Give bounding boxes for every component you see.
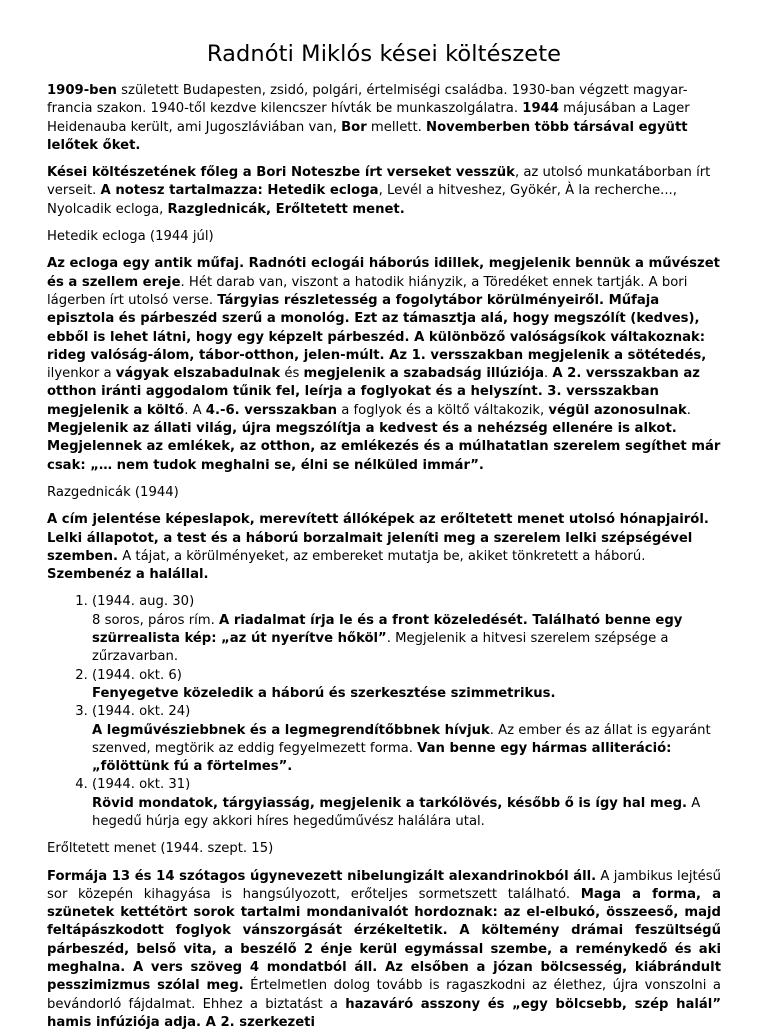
list-item-date: (1944. okt. 24) xyxy=(92,704,191,720)
text-run: . xyxy=(543,366,553,382)
bold-text-run: 1909-ben xyxy=(47,83,117,98)
bold-text-run: A riadalmat írja le és a front közeledését. Található benne egy szürrealista kép: „az út nyerítve hőköl” xyxy=(92,612,683,647)
section-heading-eroltetett-menet: Erőltetett menet (1944. szept. 15) xyxy=(47,841,274,857)
text-run: 8 soros, páros rím. xyxy=(92,612,220,628)
text-run: Értelmetlen dolog tovább is ragaszkodni az élethez, újra vonszolni a bevándorló fájdalmat. Ehhez a biztatást a xyxy=(47,978,721,1012)
list-item xyxy=(92,776,721,831)
list-item-text xyxy=(92,723,711,775)
bold-text-run: Van benne egy hármas alliteráció: „fölöttünk fú a förtelmes”. xyxy=(92,740,672,775)
list-item xyxy=(92,593,721,666)
text-run: mellett. xyxy=(366,119,427,135)
list-item-text xyxy=(92,613,682,665)
list-item-text xyxy=(92,686,556,701)
text-run: . A xyxy=(184,402,206,418)
bold-text-run: A 2. versszakban az otthon iránti aggodalom tűnik fel, leírja a foglyokat és a helyszínt. 3. versszakban megjelenik a költő xyxy=(47,366,700,418)
razglednicak-paragraph xyxy=(47,511,721,584)
list-item xyxy=(92,667,721,704)
late-poetry-paragraph xyxy=(47,164,721,219)
section-heading-ecloga: Hetedik ecloga (1944 júl) xyxy=(47,229,214,245)
bold-text-run: Az ecloga egy antik műfaj. Radnóti eclogái háborús idillek, megjelenik bennük a művészet és a szellem ereje xyxy=(47,256,720,290)
bold-text-run: Rövid mondatok, tárgyiasság, megjelenik a tarkólövés, később ő is így hal meg. xyxy=(92,795,688,811)
text-run: . Megjelenik a hitvesi szerelem szépsége a zűrzavarban. xyxy=(92,631,669,665)
bold-text-run: Razglednicák, Erőltetett menet. xyxy=(167,201,405,217)
section-heading-razglednicak: Razgednicák (1944) xyxy=(47,484,179,500)
text-run: és xyxy=(280,366,304,382)
text-run: májusában a Lager Heidenauba került, ami Jugoszláviában van, xyxy=(47,101,690,135)
list-item-text xyxy=(92,796,700,829)
text-run: . xyxy=(686,402,691,418)
bold-text-run: Bor xyxy=(341,119,367,135)
ecloga-paragraph xyxy=(47,255,721,475)
text-run: , Levél a hitveshez, Gyökér, À la recherche..., Nyolcadik ecloga, xyxy=(47,183,677,217)
bold-text-run: Fenyegetve közeledik a háború és szerkesztése szimmetrikus. xyxy=(92,685,556,701)
bold-text-run: Megjelenik az állati világ, újra megszólítja a kedvest és a nehézség ellenére is alkot. Megjelennek az emlékek, az otthon, az emlékezés és a múlhatatlan szerelem segíthet már csak: „… nem tudok meghalni se, élni se nélküled immár”. xyxy=(47,421,721,473)
text-run: A tájat, a körülményeket, az embereket mutatja be, akiket tönkretett a háború. xyxy=(118,548,646,564)
text-run: a foglyok és a költő váltakozik, xyxy=(337,402,549,418)
bold-text-run: Maga a forma, a szünetek kettétört sorok tartalmi mondanivalót hordoznak: az el-elbukó, összeeső, majd feltápászkodott foglyok vánszorgását érzékeltetik. A költemény drámai feszültségű párbeszéd, belső vita, a beszélő 2 énje kerül egymással szembe, a reménykedő és aki meghalna. A vers szöveg 4 mondatból áll. Az elsőben a józan bölcsesség, kiábrándult pesszimizmus szólal meg. xyxy=(47,886,721,994)
list-item-date: (1944. aug. 30) xyxy=(92,594,195,610)
bold-text-run: A legművésziebbnek és a legmegrendítőbbnek hívjuk xyxy=(92,722,490,738)
intro-paragraph xyxy=(47,82,721,155)
bold-text-run: 1944 xyxy=(522,101,559,117)
bold-text-run: végül azonosulnak xyxy=(548,402,687,418)
bold-text-run: Kései költészetének főleg a Bori Noteszbe írt verseket vesszük xyxy=(47,165,515,181)
bold-text-run: Tárgyias részletesség a fogolytábor körülményeiről. Műfaja episztola és párbeszéd szerű a monológ. Ezt az támasztja alá, hogy megszólít (kedves), ebből is lehet látni, hogy egy képzelt párbeszéd. A különböző valóságsíkok váltakoznak: rideg valóság-álom, tábor-otthon, jelen-múlt. Az 1. versszakban megjelenik a sötétedés, xyxy=(47,292,707,363)
text-run: A hegedű húrja egy akkori híres hegedűművész halálára utal. xyxy=(92,795,701,829)
text-run: . Az ember és az állat is egyaránt szenved, megtörik az eddig fegyelmezett forma. xyxy=(92,722,711,756)
text-run: született Budapesten, zsidó, polgári, értelmiségi családba. 1930-ban végzett magyar-francia szakon. 1940-től kezdve kilencszer hívták be munkaszolgálatra. xyxy=(47,83,688,117)
text-run: . Hét darab van, viszont a hatodik hiányzik, a Töredéket ennek tartják. A bori lágerben írt utolsó verse. xyxy=(47,274,688,308)
bold-text-run: hazavárό asszony és „egy bölcsebb, szép halál” hamis infúziója adja. A 2. szerkezeti xyxy=(47,996,721,1030)
razglednicak-list xyxy=(47,593,721,831)
bold-text-run: vágyak elszabadulnak xyxy=(115,366,281,382)
text-run: , az utolsó munkatáborban írt verseit. xyxy=(47,165,711,199)
text-run: ilyenkor a xyxy=(47,366,116,382)
eroltetett-menet-paragraph xyxy=(47,868,721,1032)
list-item-date: (1944. okt. 31) xyxy=(92,777,191,793)
bold-text-run: Formája 13 és 14 szótagos úgynevezett nibelungizált alexandrinokból áll. xyxy=(47,868,597,884)
bold-text-run: 4.-6. versszakban xyxy=(205,402,338,418)
list-item xyxy=(92,703,721,776)
bold-text-run: megjelenik a szabadság illúziója xyxy=(303,366,544,382)
document-title: Radnóti Miklós kései költészete xyxy=(206,41,562,67)
text-run: A jambikus lejtésű sor közepén kihagyása is hangsúlyozott, erőteljes sormetszett található. xyxy=(47,868,721,902)
bold-text-run: Novemberben több társával együtt lelőtek őket. xyxy=(47,119,688,153)
bold-text-run: A cím jelentése képeslapok, merevített állóképek az erőltetett menet utolsó hónapjairól. Lelki állapotot, a test és a háború borzalmait jeleníti meg a szerelem lelki szépségével szemben. xyxy=(47,512,709,564)
list-item-date: (1944. okt. 6) xyxy=(92,667,182,683)
bold-text-run: Szembenéz a halállal. xyxy=(47,567,209,583)
bold-text-run: A notesz tartalmazza: Hetedik ecloga xyxy=(100,183,379,199)
